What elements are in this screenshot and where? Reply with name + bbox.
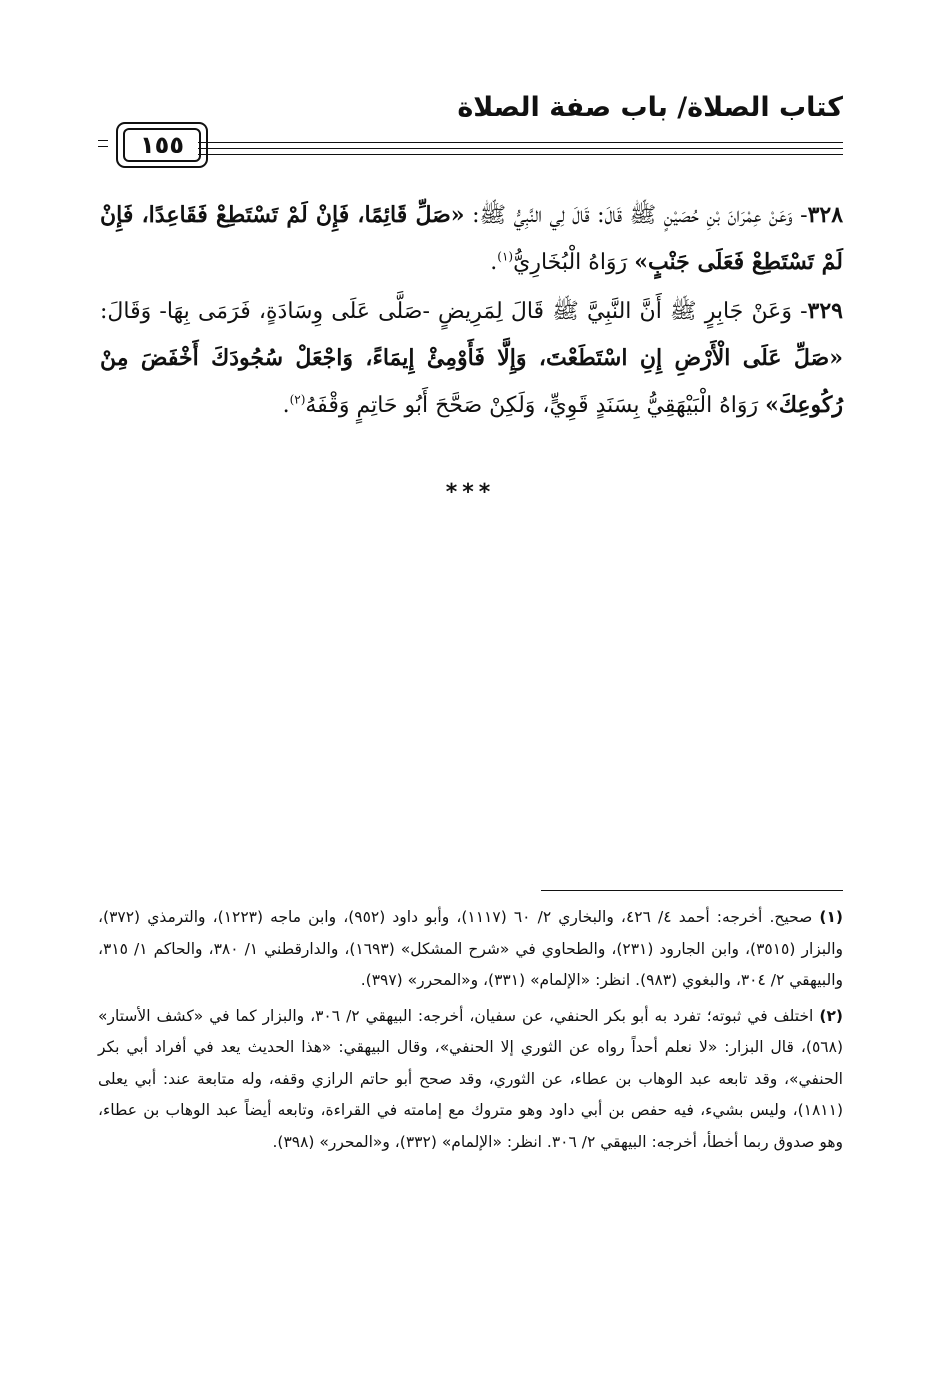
hadith-intro: - وَعَنْ عِمْرَانَ بْنِ حُصَيْنٍ ﷺ قَالَ: قَالَ لِي النَّبِيُّ ﷺ: (472, 203, 808, 228)
hadith-328: ٣٢٨- وَعَنْ عِمْرَانَ بْنِ حُصَيْنٍ ﷺ قَالَ: قَالَ لِي النَّبِيُّ ﷺ: «صَلِّ قَائِمًا، فَإِنْ لَمْ تَسْتَطِعْ فَقَاعِدًا، فَإِنْ لَمْ تَسْتَطِعْ فَعَلَى جَنْبٍ» رَوَاهُ الْبُخَارِيُّ$^{(١)}$. (100, 202, 844, 275)
footnote-text: صحيح. أخرجه: أحمد ٤/ ٤٢٦، والبخاري ٢/ ٦٠ (١١١٧)، وأبو داود (٩٥٢)، وابن ماجه (١٢٢٣)، والترمذي (٣٧٢)، والبزار (٣٥١٥)، وابن الجارود (٢٣١)، والطحاوي في «شرح المشكل» (١٦٩٣)، والدارقطني ١/ ٣٨٠، والحاكم ١/ ٣١٥، والبيهقي ٢/ ٣٠٤، والبغوي (٩٨٣). انظر: «الإلمام» (٣٣١)، و«المحرر» (٣٩٧). (98, 908, 843, 989)
rule-line (198, 148, 843, 149)
page-number: ١٥٥ (123, 128, 201, 162)
hadith-quote: «صَلِّ عَلَى الْأَرْضِ إِنِ اسْتَطَعْتَ، وَإِلَّا فَأَوْمِئْ إِيمَاءً، وَاجْعَلْ سُجُودَكَ أَخْفَضَ مِنْ رُكُوعِكَ» (100, 345, 843, 418)
rule-line (198, 154, 843, 155)
footnote-2 (98, 1001, 843, 1159)
main-text (100, 192, 843, 431)
footnote-ref: (١) (497, 249, 514, 264)
hadith-source: رَوَاهُ الْبُخَارِيُّ (513, 250, 628, 275)
footnote-text: اختلف في ثبوته؛ تفرد به أبو بكر الحنفي، عن سفيان، أخرجه: البيهقي ٢/ ٣٠٦، والبزار كما في «كشف الأستار» (٥٦٨)، قال البزار: «لا نعلم أحداً رواه عن الثوري إلا الحنفي»، وقال البيهقي: «هذا الحديث يعد في أفراد أبي بكر الحنفي»، وقد تابعه عبد الوهاب بن عطاء، عن الثوري، وقد صحح أبو حاتم الرازي وقفه، وله متابعة عند: أبي يعلى (١٨١١)، وليس بشيء، فيه حفص بن أبي داود وهو متروك مع إمامته في القراءة، وتابعه أيضاً عبد الوهاب بن عطاء، وهو صدوق ربما أخطأ، أخرجه: البيهقي ٢/ ٣٠٦. انظر: «الإلمام» (٣٣٢)، و«المحرر» (٣٩٨). (98, 1006, 843, 1151)
section-separator: *** (445, 480, 496, 505)
footnote-ref: (٢) (289, 392, 306, 407)
rule-end-ticks (98, 140, 108, 156)
page-number-frame (116, 122, 208, 168)
hadith-source: رَوَاهُ الْبَيْهَقِيُّ بِسَنَدٍ قَوِيٍّ، وَلَكِنْ صَحَّحَ أَبُو حَاتِمٍ وَقْفَهُ (305, 393, 759, 418)
footnotes (98, 902, 843, 1162)
hadith-329: ٣٢٩- وَعَنْ جَابِرٍ ﷺ أَنَّ النَّبِيَّ ﷺ قَالَ لِمَرِيضٍ -صَلَّى عَلَى وِسَادَةٍ، فَرَمَى بِهَا- وَقَالَ: «صَلِّ عَلَى الْأَرْضِ إِنِ اسْتَطَعْتَ، وَإِلَّا فَأَوْمِئْ إِيمَاءً، وَاجْعَلْ سُجُودَكَ أَخْفَضَ مِنْ رُكُوعِكَ» رَوَاهُ الْبَيْهَقِيُّ بِسَنَدٍ قَوِيٍّ، وَلَكِنْ صَحَّحَ أَبُو حَاتِمٍ وَقْفَهُ$^{(٢)}$. (100, 298, 843, 418)
footnote-number: (١) (819, 908, 843, 926)
footnote-divider (541, 890, 843, 891)
header-rule (98, 122, 843, 170)
footnote-number: (٢) (819, 1006, 843, 1025)
running-title: كتاب الصلاة/ باب صفة الصلاة (457, 92, 843, 123)
footnote-1 (98, 902, 843, 997)
hadith-number: ٣٢٨ (807, 202, 844, 228)
hadith-intro: - وَعَنْ جَابِرٍ ﷺ أَنَّ النَّبِيَّ ﷺ قَالَ لِمَرِيضٍ -صَلَّى عَلَى وِسَادَةٍ، فَرَمَى بِهَا- وَقَالَ: (100, 299, 808, 324)
rule-line (198, 142, 843, 143)
hadith-quote: «صَلِّ قَائِمًا، فَإِنْ لَمْ تَسْتَطِعْ فَقَاعِدًا، فَإِنْ لَمْ تَسْتَطِعْ فَعَلَى جَنْبٍ» (100, 202, 843, 275)
hadith-number: ٣٢٩ (807, 298, 843, 324)
